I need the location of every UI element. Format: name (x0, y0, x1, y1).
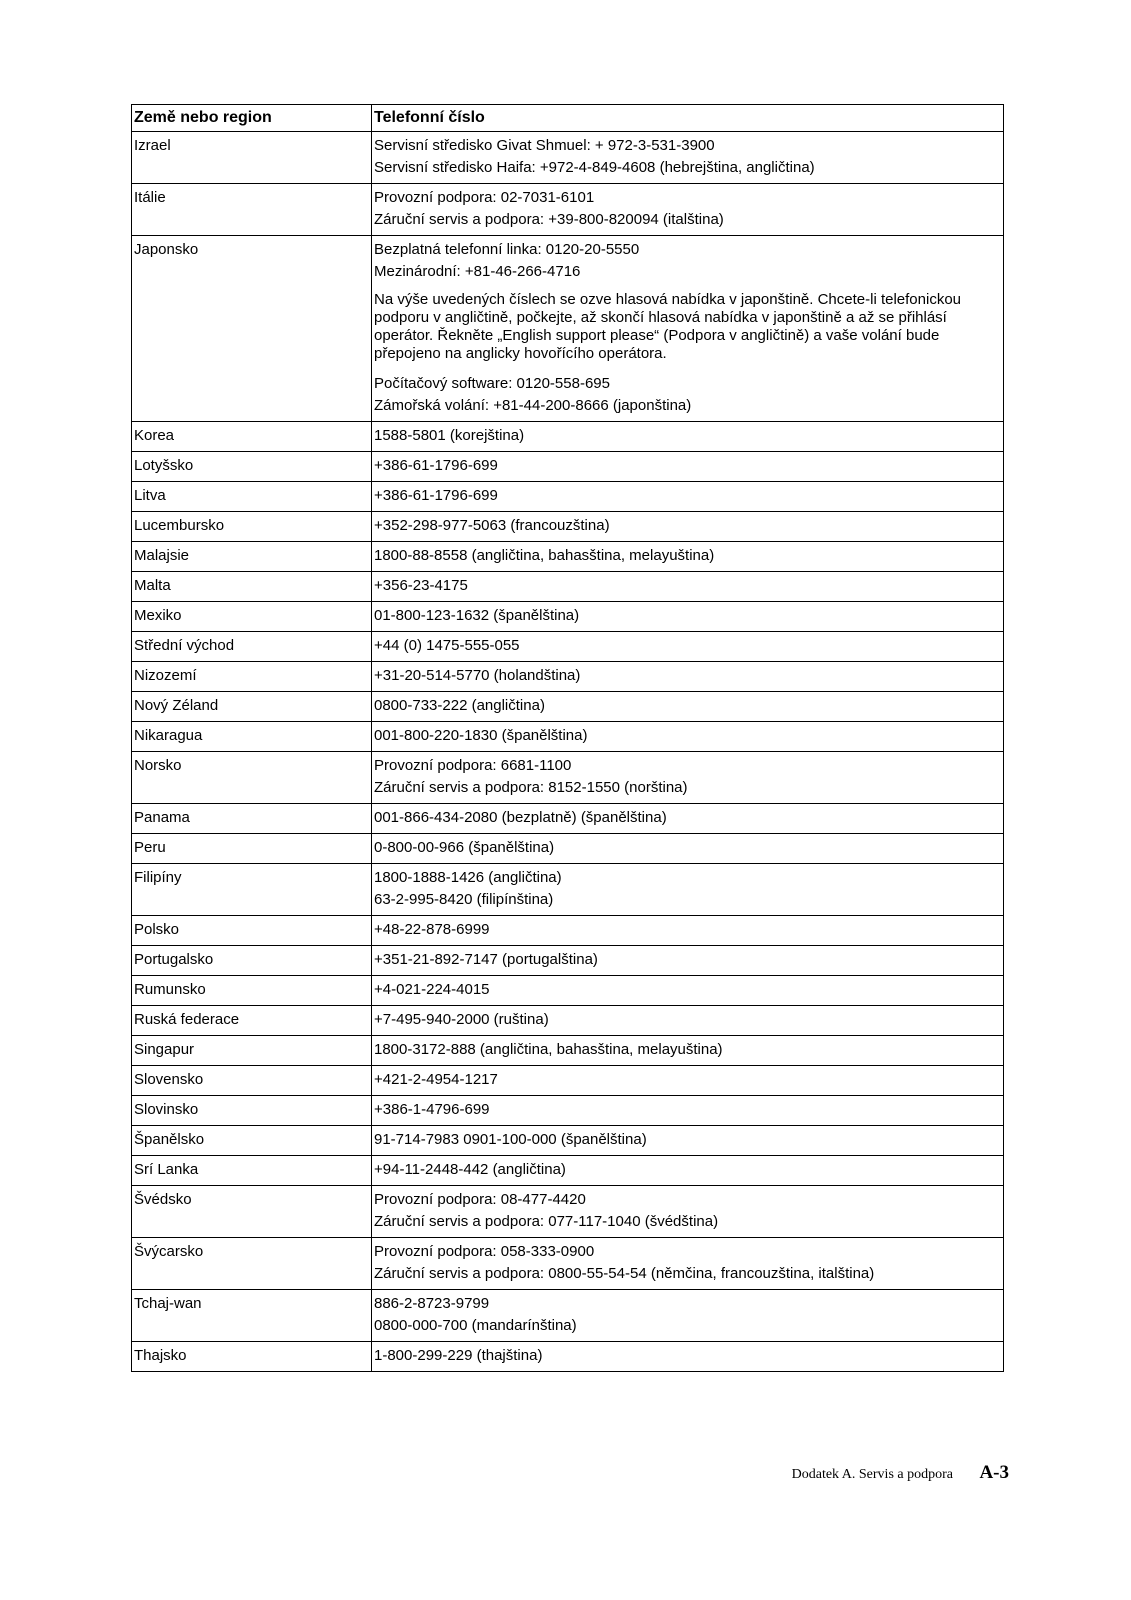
country-cell: Srí Lanka (132, 1156, 372, 1186)
country-cell: Lotyšsko (132, 452, 372, 482)
country-cell: Mexiko (132, 602, 372, 632)
country-cell: Ruská federace (132, 1006, 372, 1036)
phone-cell (372, 542, 1004, 572)
phone-cell (372, 946, 1004, 976)
table-row (132, 1290, 1004, 1342)
phone-cell (372, 722, 1004, 752)
phone-line: 63-2-995-8420 (filipínština) (374, 891, 554, 908)
table-row (132, 1096, 1004, 1126)
phone-line: 1800-88-8558 (angličtina, bahasština, melayuština) (374, 547, 715, 564)
country-cell: Japonsko (132, 236, 372, 422)
table-row (132, 236, 1004, 422)
phone-line: 0800-733-222 (angličtina) (374, 697, 545, 714)
phone-line: 001-800-220-1830 (španělština) (374, 727, 588, 744)
phone-line: +31-20-514-5770 (holandština) (374, 667, 581, 684)
country-cell: Slovensko (132, 1066, 372, 1096)
phone-line: 886-2-8723-9799 (374, 1295, 490, 1312)
country-cell: Španělsko (132, 1126, 372, 1156)
phone-cell (372, 1006, 1004, 1036)
country-cell: Itálie (132, 184, 372, 236)
page-footer (792, 1462, 1009, 1484)
country-cell: Singapur (132, 1036, 372, 1066)
table-row (132, 542, 1004, 572)
phone-line: +386-1-4796-699 (374, 1101, 490, 1118)
phone-cell (372, 1096, 1004, 1126)
country-cell: Polsko (132, 916, 372, 946)
phone-line: 1588-5801 (korejština) (374, 427, 525, 444)
phone-line: 1-800-299-229 (thajština) (374, 1347, 543, 1364)
phone-cell (372, 422, 1004, 452)
table-row (132, 1186, 1004, 1238)
table-row (132, 916, 1004, 946)
phone-line: Počítačový software: 0120-558-695 (374, 375, 610, 392)
phone-cell (372, 602, 1004, 632)
phone-line: 001-866-434-2080 (bezplatně) (španělština) (374, 809, 667, 826)
phone-line: +44 (0) 1475-555-055 (374, 637, 520, 654)
phone-line: Záruční servis a podpora: 0800-55-54-54 (němčina, francouzština, italština) (374, 1265, 875, 1282)
phone-line: +352-298-977-5063 (francouzština) (374, 517, 610, 534)
phone-line: 01-800-123-1632 (španělština) (374, 607, 580, 624)
country-cell: Nikaragua (132, 722, 372, 752)
phone-cell (372, 1066, 1004, 1096)
header-country: Země nebo region (132, 105, 372, 132)
phone-cell (372, 1186, 1004, 1238)
table-row (132, 422, 1004, 452)
phone-cell (372, 1156, 1004, 1186)
table-row (132, 834, 1004, 864)
phone-cell (372, 662, 1004, 692)
phone-line: Provozní podpora: 058-333-0900 (374, 1243, 595, 1260)
page-number: A-3 (979, 1462, 1009, 1483)
table-row (132, 946, 1004, 976)
table-row (132, 1156, 1004, 1186)
table-row (132, 976, 1004, 1006)
phone-cell (372, 184, 1004, 236)
table-row (132, 482, 1004, 512)
table-header-row (132, 105, 1004, 132)
phone-cell (372, 1036, 1004, 1066)
country-cell: Malajsie (132, 542, 372, 572)
country-cell: Korea (132, 422, 372, 452)
table-row (132, 692, 1004, 722)
phone-line: Zámořská volání: +81-44-200-8666 (japonština) (374, 397, 692, 414)
table-row (132, 752, 1004, 804)
table-row (132, 1238, 1004, 1290)
phone-line: 91-714-7983 0901-100-000 (španělština) (374, 1131, 647, 1148)
footer-section-title: Dodatek A. Servis a podpora (791, 1467, 953, 1482)
country-cell: Norsko (132, 752, 372, 804)
country-cell: Izrael (132, 132, 372, 184)
phone-cell (372, 632, 1004, 662)
phone-cell (372, 804, 1004, 834)
phone-line: 1800-3172-888 (angličtina, bahasština, melayuština) (374, 1041, 723, 1058)
table-row (132, 1342, 1004, 1372)
country-cell: Rumunsko (132, 976, 372, 1006)
country-cell: Slovinsko (132, 1096, 372, 1126)
table-row (132, 722, 1004, 752)
phone-line: +386-61-1796-699 (374, 487, 498, 504)
country-cell: Švýcarsko (132, 1238, 372, 1290)
country-cell: Lucembursko (132, 512, 372, 542)
phone-line: Záruční servis a podpora: 077-117-1040 (švédština) (374, 1213, 719, 1230)
table-row (132, 132, 1004, 184)
table-row (132, 1066, 1004, 1096)
phone-line: Bezplatná telefonní linka: 0120-20-5550 (374, 241, 640, 258)
phone-line: +48-22-878-6999 (374, 921, 490, 938)
phone-cell (372, 1342, 1004, 1372)
country-cell: Tchaj-wan (132, 1290, 372, 1342)
table-row (132, 602, 1004, 632)
phone-line: Provozní podpora: 08-477-4420 (374, 1191, 586, 1208)
phone-cell (372, 452, 1004, 482)
phone-cell (372, 976, 1004, 1006)
phone-line: 0800-000-700 (mandarínština) (374, 1317, 577, 1334)
phone-cell (372, 512, 1004, 542)
phone-cell (372, 752, 1004, 804)
country-cell: Filipíny (132, 864, 372, 916)
phone-line: Provozní podpora: 02-7031-6101 (374, 189, 595, 206)
table-row (132, 804, 1004, 834)
phone-cell (372, 834, 1004, 864)
phone-line: +351-21-892-7147 (portugalština) (374, 951, 598, 968)
phone-line: Provozní podpora: 6681-1100 (374, 757, 572, 774)
phone-line: Záruční servis a podpora: 8152-1550 (norština) (374, 779, 688, 796)
phone-cell (372, 1290, 1004, 1342)
header-phone: Telefonní číslo (372, 105, 1004, 132)
phone-cell (372, 482, 1004, 512)
phone-cell (372, 132, 1004, 184)
country-cell: Malta (132, 572, 372, 602)
phone-line: Servisní středisko Haifa: +972-4-849-4608 (hebrejština, angličtina) (374, 159, 815, 176)
phone-line: Záruční servis a podpora: +39-800-820094 (italština) (374, 211, 724, 228)
country-cell: Nový Zéland (132, 692, 372, 722)
phone-line: +7-495-940-2000 (ruština) (374, 1011, 549, 1028)
table-row (132, 1126, 1004, 1156)
phone-line: +421-2-4954-1217 (374, 1071, 498, 1088)
table-row (132, 1036, 1004, 1066)
table-body (132, 132, 1004, 1372)
table-row (132, 1006, 1004, 1036)
phone-line: +94-11-2448-442 (angličtina) (374, 1161, 566, 1178)
phone-line: Mezinárodní: +81-46-266-4716 (374, 263, 581, 280)
phone-line: 1800-1888-1426 (angličtina) (374, 869, 562, 886)
phone-line: +356-23-4175 (374, 577, 468, 594)
support-phone-table (131, 104, 1004, 1372)
phone-line: +386-61-1796-699 (374, 457, 498, 474)
country-cell: Švédsko (132, 1186, 372, 1238)
table-row (132, 572, 1004, 602)
phone-cell (372, 864, 1004, 916)
phone-cell (372, 692, 1004, 722)
table-row (132, 184, 1004, 236)
table-row (132, 632, 1004, 662)
phone-line: 0-800-00-966 (španělština) (374, 839, 555, 856)
country-cell: Litva (132, 482, 372, 512)
country-cell: Peru (132, 834, 372, 864)
support-note-paragraph: Na výše uvedených číslech se ozve hlasová nabídka v japonštině. Chcete-li telefonickou podporu v angličtině, počkejte, až skončí hlasová nabídka v japonštině a až se přihlásí operátor. Řekněte „English support please“ (Podpora v angličtině) a vaše volání bude přepojeno na anglicky hovořícího operátora. (374, 291, 961, 362)
table-row (132, 864, 1004, 916)
phone-line: Servisní středisko Givat Shmuel: + 972-3-531-3900 (374, 137, 715, 154)
support-phone-table-container (131, 104, 1003, 1372)
phone-cell (372, 1126, 1004, 1156)
phone-line: +4-021-224-4015 (374, 981, 490, 998)
country-cell: Střední východ (132, 632, 372, 662)
table-row (132, 452, 1004, 482)
phone-cell (372, 236, 1004, 422)
country-cell: Portugalsko (132, 946, 372, 976)
country-cell: Panama (132, 804, 372, 834)
table-row (132, 662, 1004, 692)
table-row (132, 512, 1004, 542)
country-cell: Nizozemí (132, 662, 372, 692)
phone-cell (372, 572, 1004, 602)
country-cell: Thajsko (132, 1342, 372, 1372)
phone-cell (372, 916, 1004, 946)
phone-cell (372, 1238, 1004, 1290)
